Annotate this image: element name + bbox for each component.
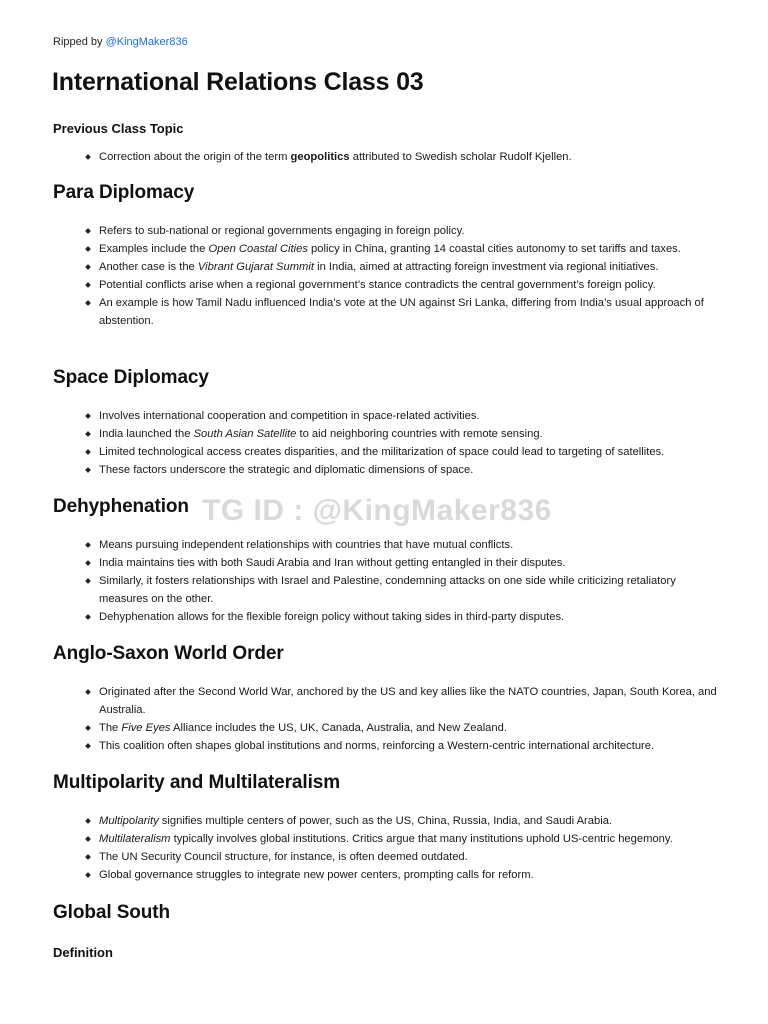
space-diplomacy-heading: Space Diplomacy xyxy=(53,367,209,388)
list-item: An example is how Tamil Nadu influenced India’s vote at the UN against Sri Lanka, differing from India’s usual approach of abstention. xyxy=(86,294,726,330)
text-run: The xyxy=(99,722,122,734)
list-item xyxy=(86,812,726,830)
page-title: International Relations Class 03 xyxy=(52,68,424,96)
list-item: India maintains ties with both Saudi Arabia and Iran without getting entangled in their disputes. xyxy=(86,554,726,572)
list-item: Dehyphenation allows for the flexible foreign policy without taking sides in third-party disputes. xyxy=(86,608,726,626)
emphasized-term: Multilateralism xyxy=(99,833,171,845)
text-run: Examples include the xyxy=(99,243,209,255)
list-item: Similarly, it fosters relationships with Israel and Palestine, condemning attacks on one side while criticizing retaliatory measures on the other. xyxy=(86,572,726,608)
list-item: Potential conflicts arise when a regional government’s stance contradicts the central government’s foreign policy. xyxy=(86,276,726,294)
previous-class-list xyxy=(86,148,726,166)
ripped-by-line xyxy=(53,36,188,48)
list-item: Involves international cooperation and competition in space-related activities. xyxy=(86,407,726,425)
anglo-saxon-heading: Anglo-Saxon World Order xyxy=(53,643,284,664)
definition-subheading: Definition xyxy=(53,945,113,960)
global-south-heading: Global South xyxy=(53,902,171,923)
dehyphenation-heading: Dehyphenation xyxy=(53,496,189,517)
ripped-prefix: Ripped by xyxy=(53,36,106,48)
text-run: Another case is the xyxy=(99,261,198,273)
text-run: signifies multiple centers of power, such as the US, China, Russia, India, and Saudi Arabia. xyxy=(158,815,613,827)
list-item xyxy=(86,240,726,258)
text-run: Correction about the origin of the term xyxy=(99,151,291,163)
list-item: Refers to sub-national or regional governments engaging in foreign policy. xyxy=(86,222,726,240)
multipolarity-list xyxy=(86,812,726,884)
list-item: Limited technological access creates disparities, and the militarization of space could lead to targeting of satellites. xyxy=(86,443,726,461)
emphasized-term: geopolitics xyxy=(290,151,350,163)
para-diplomacy-list xyxy=(86,222,726,330)
list-item: Originated after the Second World War, anchored by the US and key allies like the NATO countries, Japan, South Korea, and Australia. xyxy=(86,683,726,719)
list-item: This coalition often shapes global institutions and norms, reinforcing a Western-centric international architecture. xyxy=(86,737,726,755)
emphasized-term: Multipolarity xyxy=(99,815,159,827)
emphasized-term: Open Coastal Cities xyxy=(208,243,308,255)
text-run: policy in China, granting 14 coastal cities autonomy to set tariffs and taxes. xyxy=(307,243,681,255)
emphasized-term: South Asian Satellite xyxy=(193,428,297,440)
list-item: Means pursuing independent relationships with countries that have mutual conflicts. xyxy=(86,536,726,554)
emphasized-term: Vibrant Gujarat Summit xyxy=(197,261,314,273)
text-run: typically involves global institutions. Critics argue that many institutions uphold US-centric hegemony. xyxy=(170,833,673,845)
anglo-saxon-list xyxy=(86,683,726,755)
list-item: The UN Security Council structure, for instance, is often deemed outdated. xyxy=(86,848,726,866)
list-item: These factors underscore the strategic and diplomatic dimensions of space. xyxy=(86,461,726,479)
dehyphenation-list xyxy=(86,536,726,626)
ripped-handle-link[interactable]: @KingMaker836 xyxy=(105,36,188,48)
para-diplomacy-heading: Para Diplomacy xyxy=(53,182,195,203)
list-item: Global governance struggles to integrate new power centers, prompting calls for reform. xyxy=(86,866,726,884)
previous-class-heading: Previous Class Topic xyxy=(53,121,184,136)
watermark: TG ID : @KingMaker836 xyxy=(202,494,552,527)
list-item xyxy=(86,830,726,848)
text-run: attributed to Swedish scholar Rudolf Kjellen. xyxy=(349,151,572,163)
list-item xyxy=(86,258,726,276)
list-item xyxy=(86,148,726,166)
space-diplomacy-list xyxy=(86,407,726,479)
text-run: in India, aimed at attracting foreign investment via regional initiatives. xyxy=(313,261,659,273)
list-item xyxy=(86,719,726,737)
text-run: India launched the xyxy=(99,428,194,440)
list-item xyxy=(86,425,726,443)
text-run: Alliance includes the US, UK, Canada, Australia, and New Zealand. xyxy=(170,722,507,734)
text-run: to aid neighboring countries with remote sensing. xyxy=(296,428,543,440)
multipolarity-heading: Multipolarity and Multilateralism xyxy=(53,772,341,793)
emphasized-term: Five Eyes xyxy=(121,722,171,734)
